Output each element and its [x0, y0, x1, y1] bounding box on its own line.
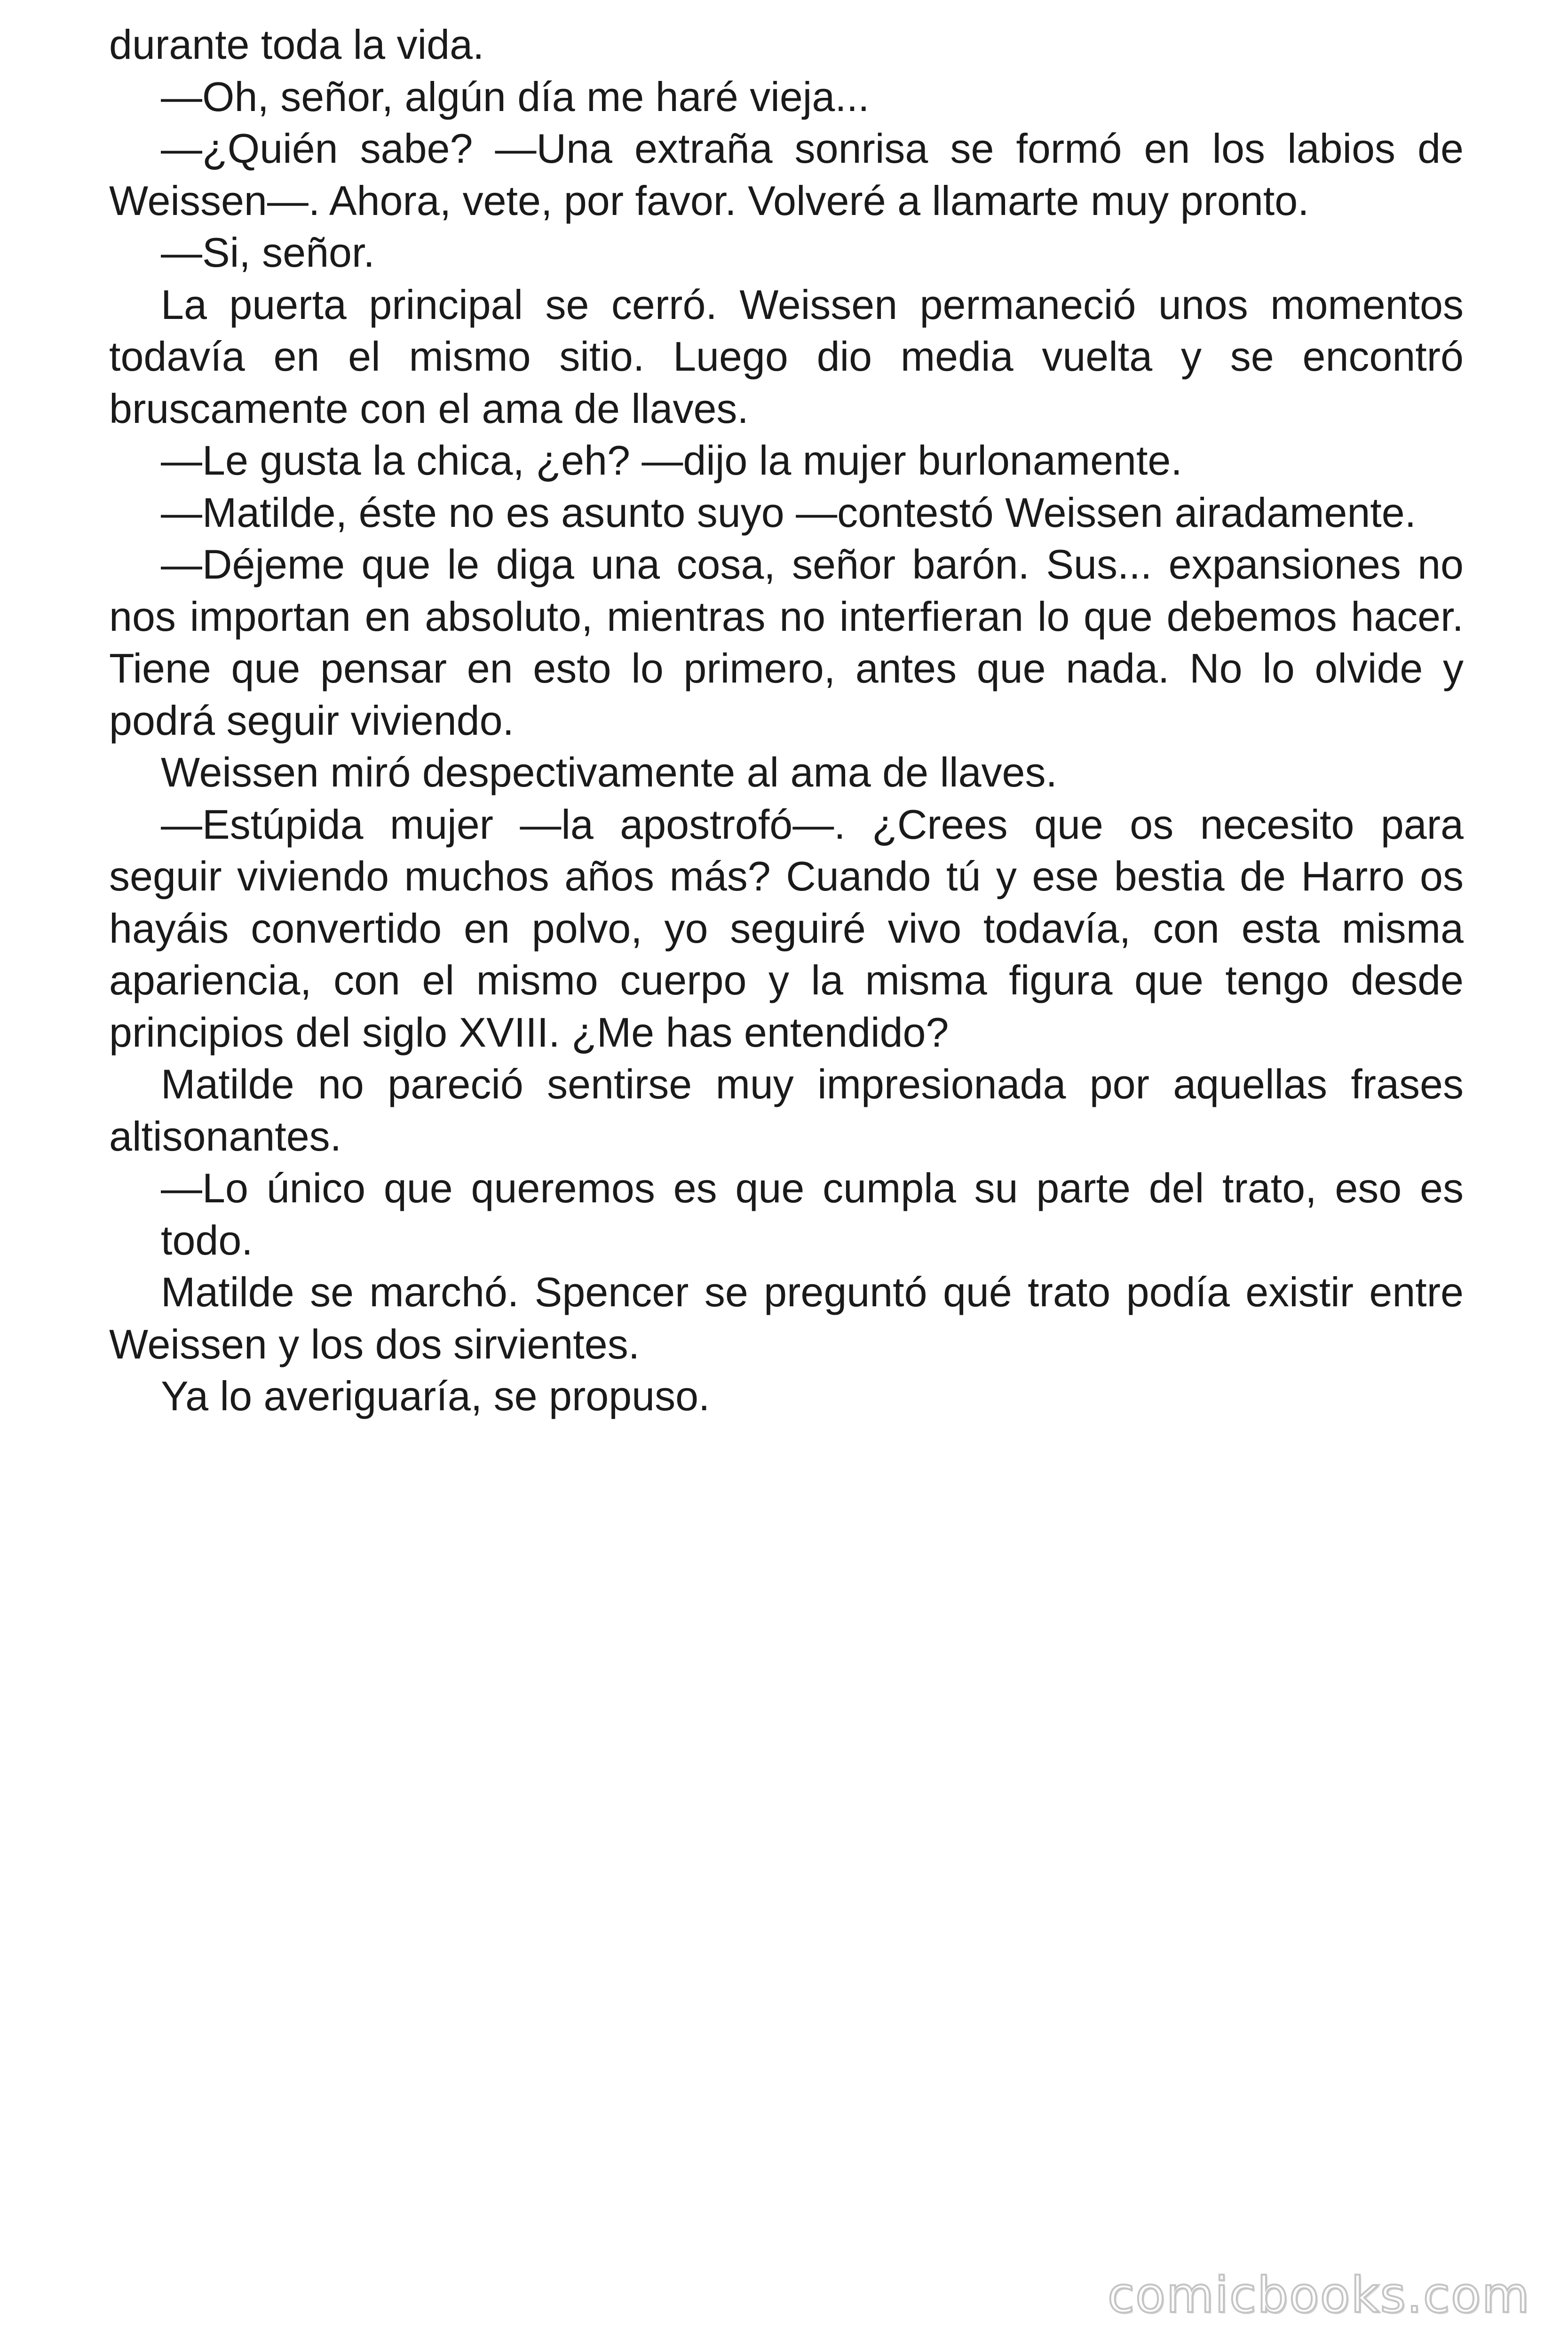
paragraph-1: durante toda la vida.: [109, 21, 484, 68]
paragraph-2: —Oh, señor, algún día me haré vieja...: [161, 73, 870, 120]
body-text: [109, 19, 1464, 1422]
watermark: comicbooks.com: [1107, 2266, 1530, 2324]
paragraph-11: Matilde no pareció sentirse muy impresionada por aquellas frases altisonantes.: [109, 1061, 1464, 1160]
paragraph-4: —Si, señor.: [161, 229, 375, 276]
paragraph-5: La puerta principal se cerró. Weissen permaneció unos momentos todavía en el mismo sitio. Luego dio media vuelta y se encontró bruscamente con el ama de llaves.: [109, 281, 1464, 432]
paragraph-12: —Lo único que queremos es que cumpla su parte del trato, eso es todo.: [161, 1165, 1464, 1263]
paragraph-9: Weissen miró despectivamente al ama de llaves.: [161, 749, 1057, 795]
paragraph-6: —Le gusta la chica, ¿eh? —dijo la mujer burlonamente.: [161, 437, 1182, 484]
paragraph-14: Ya lo averiguaría, se propuso.: [161, 1373, 710, 1419]
paragraph-7: —Matilde, éste no es asunto suyo —contestó Weissen airadamente.: [161, 489, 1417, 536]
paragraph-13: Matilde se marchó. Spencer se preguntó qué trato podía existir entre Weissen y los dos sirvientes.: [109, 1269, 1464, 1367]
paragraph-10: —Estúpida mujer —la apostrofó—. ¿Crees que os necesito para seguir viviendo muchos años más? Cuando tú y ese bestia de Harro os hayáis convertido en polvo, yo seguiré vivo todavía, con esta misma apariencia, con el mismo cuerpo y la misma figura que tengo desde principios del siglo XVIII. ¿Me has entendido?: [109, 801, 1464, 1056]
paragraph-8: —Déjeme que le diga una cosa, señor barón. Sus... expansiones no nos importan en absoluto, mientras no interfieran lo que debemos hacer. Tiene que pensar en esto lo primero, antes que nada. No lo olvide y podrá seguir viviendo.: [109, 541, 1464, 744]
paragraph-3: —¿Quién sabe? —Una extraña sonrisa se formó en los labios de Weissen—. Ahora, vete, por favor. Volveré a llamarte muy pronto.: [109, 125, 1464, 224]
